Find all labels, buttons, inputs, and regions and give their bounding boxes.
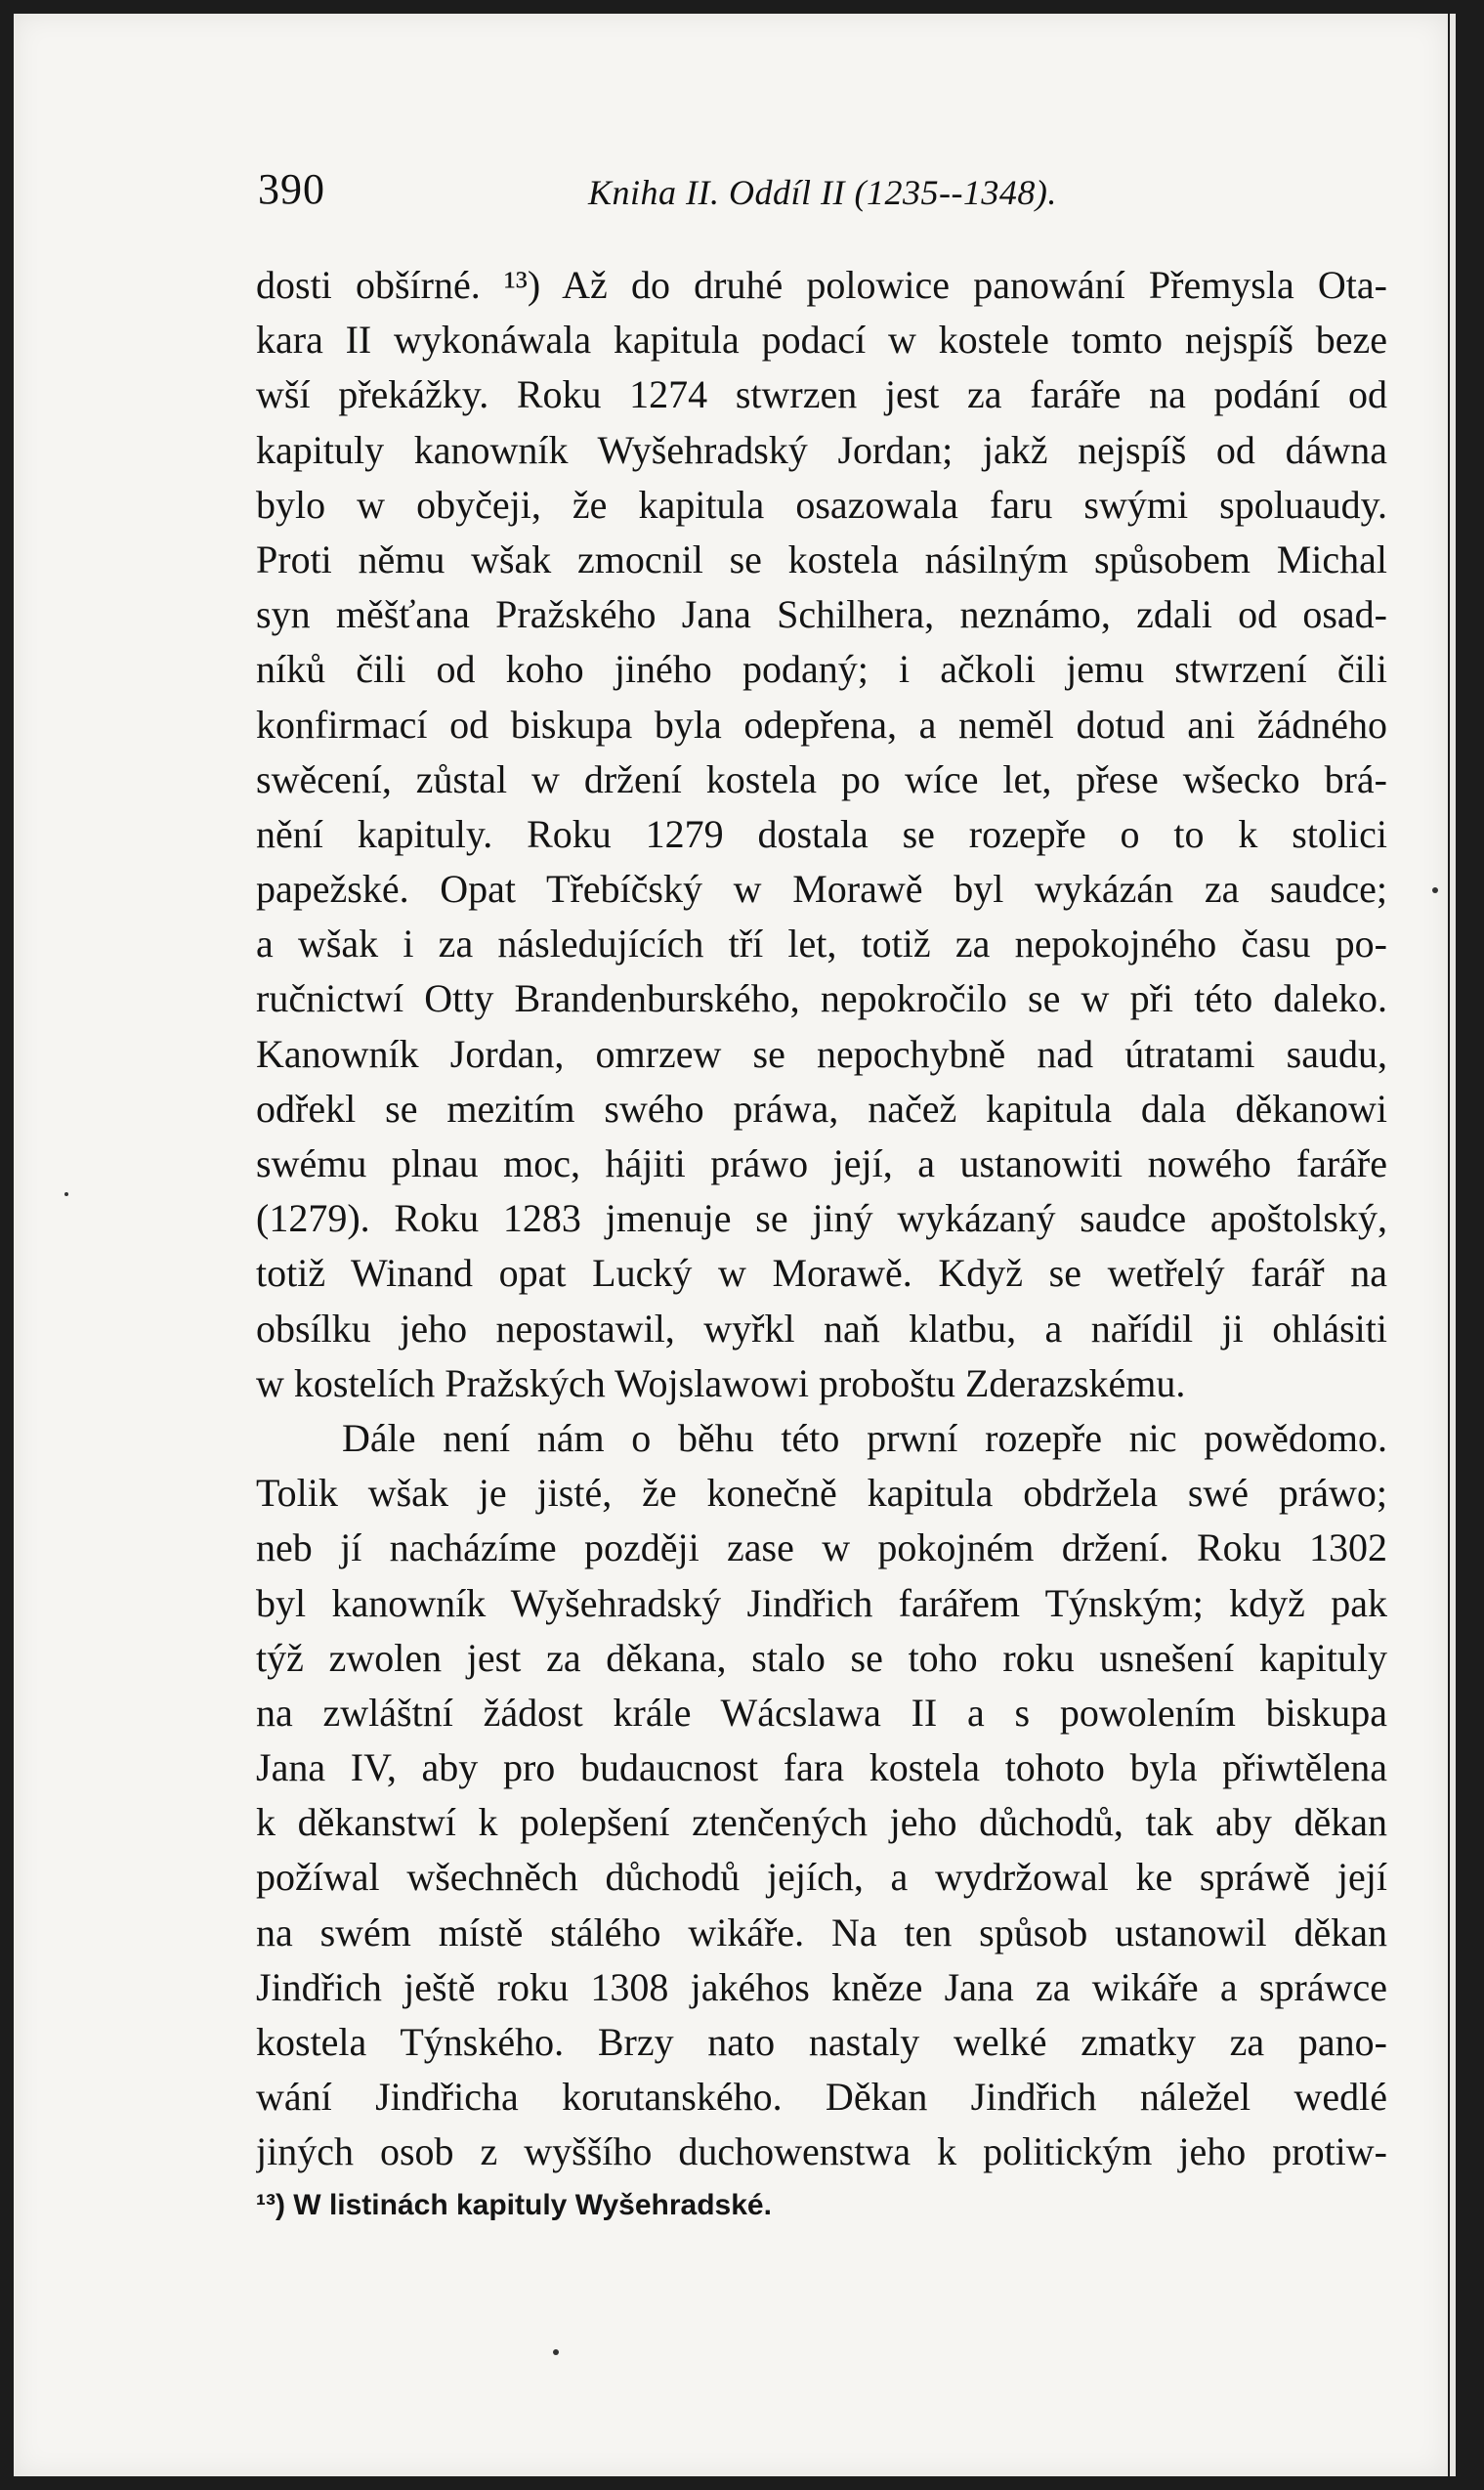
- running-head: Kniha II. Oddíl II (1235--1348).: [588, 173, 1057, 212]
- text-line: kara II wykonáwala kapitula podací w kostele tomto nejspíš beze: [256, 318, 1387, 363]
- text-line: Jindřich ještě roku 1308 jakéhos kněze Jana za wikáře a spráwce: [256, 1964, 1387, 2009]
- text-line: ručnictwí Otty Brandenburského, nepokročilo se w při této daleko.: [256, 976, 1387, 1021]
- text-line: wání Jindřicha korutanského. Děkan Jindřich náležel wedlé: [256, 2075, 1387, 2120]
- text-line: požíwal wšechněch důchodů jejích, a wydržowal ke spráwě její: [256, 1855, 1387, 1900]
- text-line: syn měšťana Pražského Jana Schilhera, neznámo, zdali od osad-: [256, 592, 1387, 637]
- page-number: 390: [258, 165, 325, 213]
- text-line: kostela Týnského. Brzy nato nastaly welké zmatky za pano-: [256, 2020, 1387, 2064]
- text-line: konfirmací od biskupa byla odepřena, a neměl dotud ani žádného: [256, 702, 1387, 747]
- text-line: Jana IV, aby pro budaucnost fara kostela tohoto byla přiwtělena: [256, 1745, 1387, 1790]
- text-line: na zwláštní žádost krále Wácslawa II a s powolením biskupa: [256, 1690, 1387, 1735]
- text-line: níků čili od koho jiného podaný; i ačkoli jemu stwrzení čili: [256, 647, 1387, 692]
- text-line: obsílku jeho nepostawil, wyřkl naň klatbu, a nařídil ji ohlásiti: [256, 1306, 1387, 1351]
- text-line: (1279). Roku 1283 jmenuje se jiný wykázaný saudce apoštolský,: [256, 1196, 1387, 1241]
- text-line: odřekl se mezitím swého práwa, načež kapitula dala děkanowi: [256, 1086, 1387, 1131]
- text-line: Proti němu wšak zmocnil se kostela násilným spůsobem Michal: [256, 537, 1387, 581]
- text-line: wší překážky. Roku 1274 stwrzen jest za faráře na podání od: [256, 372, 1387, 417]
- text-line: w kostelích Pražských Wojslawowi proboštu Zderazskému.: [256, 1360, 1186, 1405]
- text-line: kapituly kanowník Wyšehradský Jordan; jakž nejspíš od dáwna: [256, 427, 1387, 472]
- text-line: jiných osob z wyššího duchowenstwa k politickým jeho protiw-: [256, 2129, 1387, 2174]
- text-line: swěcení, zůstal w držení kostela po wíce let, přese wšecko brá-: [256, 756, 1387, 801]
- text-line: totiž Winand opat Lucký w Morawě. Když se wetřelý farář na: [256, 1251, 1387, 1296]
- text-line: nění kapituly. Roku 1279 dostala se rozepře o to k stolici: [256, 811, 1387, 856]
- text-line: dosti obšírné. ¹³) Až do druhé polowice panowání Přemysla Ota-: [256, 263, 1387, 307]
- page-header: [258, 164, 1381, 223]
- text-line: swému plnau moc, hájiti práwo její, a ustanowiti nowého faráře: [256, 1141, 1387, 1185]
- paper-speck: [1432, 887, 1438, 893]
- text-line: byl kanowník Wyšehradský Jindřich farářem Týnským; když pak: [256, 1580, 1387, 1625]
- text-line: na swém místě stálého wikáře. Na ten spůsob ustanowil děkan: [256, 1910, 1387, 1954]
- text-line: a wšak i za následujících tří let, totiž za nepokojného času po-: [256, 922, 1387, 966]
- body-text: [256, 258, 1387, 2180]
- text-line: Tolik wšak je jisté, že konečně kapitula obdržela swé práwo;: [256, 1471, 1387, 1516]
- text-line: papežské. Opat Třebíčský w Morawě byl wykázán za saudce;: [256, 867, 1387, 912]
- paper-speck: [64, 1192, 68, 1196]
- text-line: k děkanstwí k polepšení ztenčených jeho důchodů, tak aby děkan: [256, 1800, 1387, 1845]
- text-line: týž zwolen jest za děkana, stalo se toho roku usnešení kapituly: [256, 1635, 1387, 1680]
- text-line: neb jí nacházíme později zase w pokojném držení. Roku 1302: [256, 1525, 1387, 1570]
- footnote: ¹³) W listinách kapituly Wyšehradské.: [256, 2189, 772, 2221]
- text-line: bylo w obyčeji, že kapitula osazowala faru swými spoluaudy.: [256, 482, 1387, 527]
- paper-speck: [553, 2349, 559, 2355]
- text-line: Kanowník Jordan, omrzew se nepochybně nad útratami saudu,: [256, 1031, 1387, 1076]
- paragraph-start-line: Dále není nám o běhu této prwní rozepře nic powědomo.: [342, 1415, 1387, 1460]
- page-edge: [1450, 14, 1456, 2476]
